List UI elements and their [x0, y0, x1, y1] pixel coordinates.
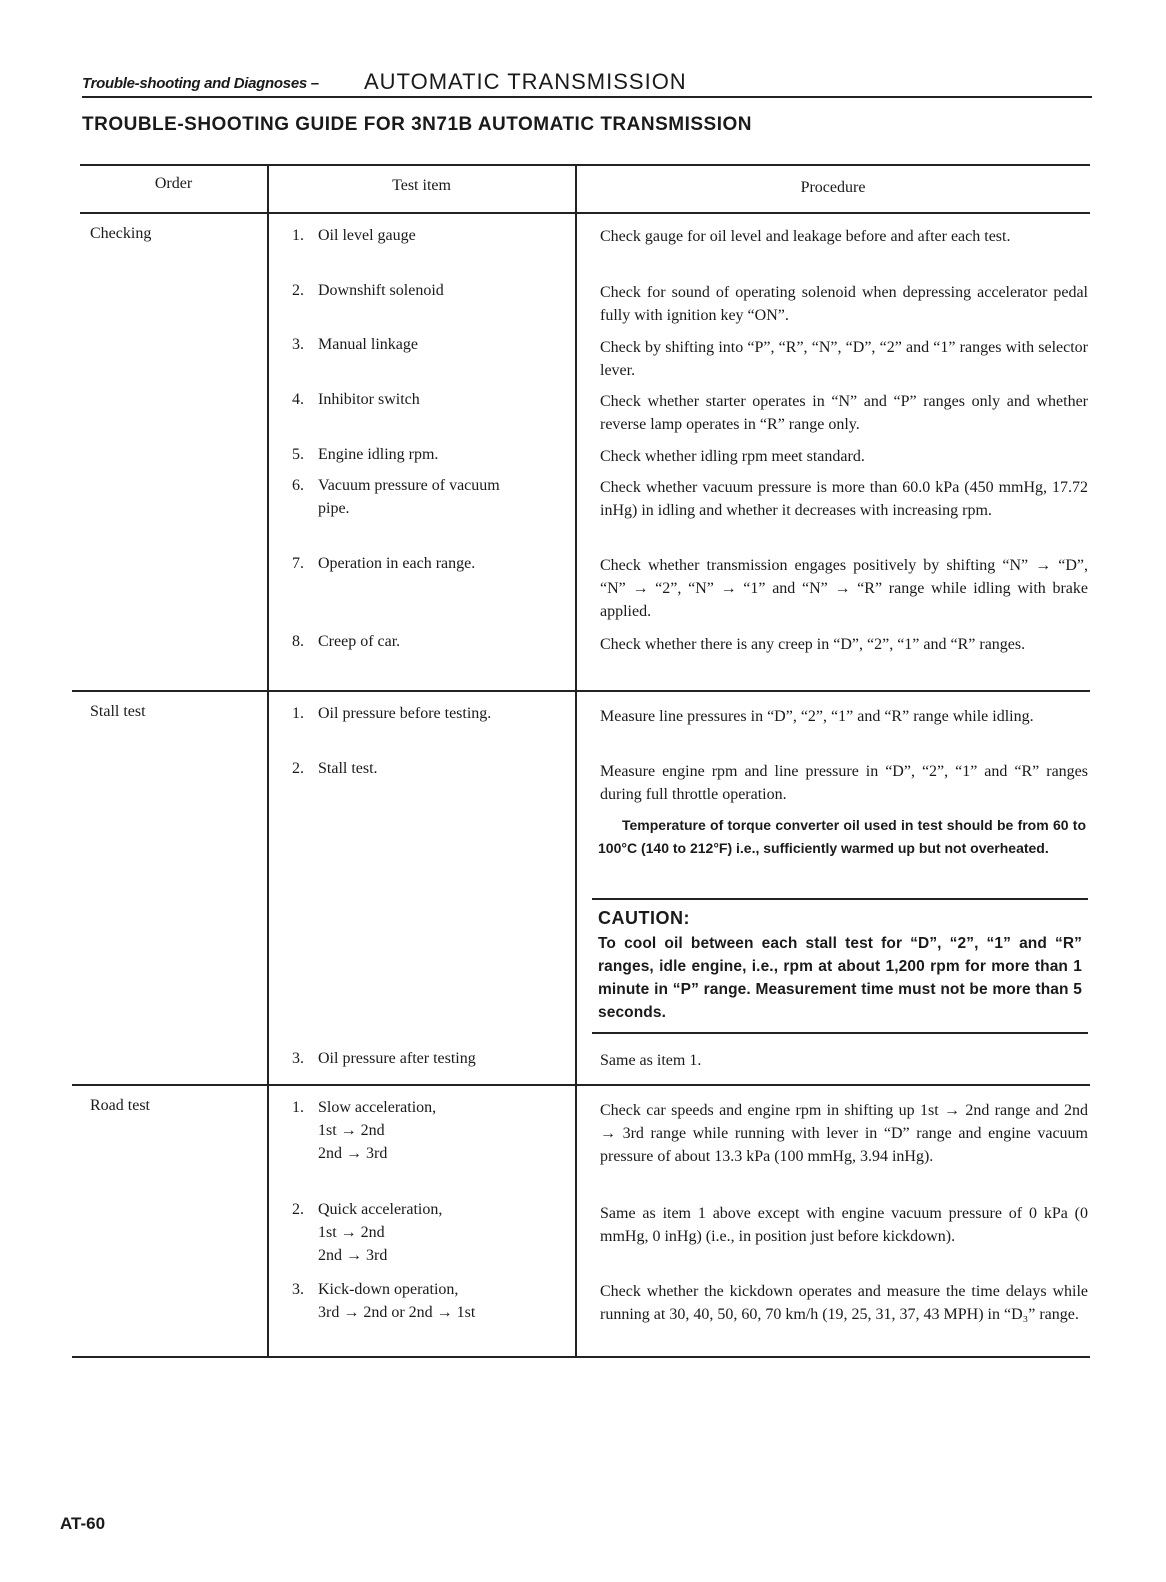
checking-item-7	[292, 552, 552, 575]
section-rule-stall	[72, 690, 1090, 692]
header-procedure: Procedure	[800, 179, 866, 196]
checking-item-1	[292, 224, 552, 247]
checking-procedure-8: Check whether there is any creep in “D”, “2”, “1” and “R” ranges.	[600, 636, 1026, 653]
checking-procedure-7: Check whether transmission engages positively by shifting “N” → “D”, “N” → “2”, “N” → “1” and “N” → “R” range while idling with brake applied.	[600, 557, 1088, 620]
item-label: Manual linkage	[318, 336, 418, 353]
item-number: 3.	[292, 1050, 304, 1067]
item-label: Engine idling rpm.	[318, 446, 439, 463]
item-sub-1: 3rd → 2nd or 2nd → 1st	[318, 1304, 476, 1321]
header-bottom-rule	[80, 212, 1090, 214]
checking-procedure-4: Check whether starter operates in “N” and “P” ranges only and whether reverse lamp operates in “R” range only.	[600, 393, 1088, 433]
item-sub-1: 1st → 2nd	[318, 1224, 385, 1241]
item-number: 8.	[292, 633, 304, 650]
item-label: Oil level gauge	[318, 227, 416, 244]
item-label: Stall test.	[318, 760, 378, 777]
item-label: Creep of car.	[318, 633, 401, 650]
caution-box	[592, 898, 1088, 1034]
item-number: 2.	[292, 282, 304, 299]
header-order: Order	[154, 175, 193, 192]
item-label: Kick-down operation,	[318, 1281, 459, 1298]
item-label: Downshift solenoid	[318, 282, 444, 299]
guide-title: TROUBLE-SHOOTING GUIDE FOR 3N71B AUTOMATIC TRANSMISSION	[82, 114, 753, 135]
header-test-item: Test item	[392, 177, 451, 194]
road-procedure-1: Check car speeds and engine rpm in shifting up 1st → 2nd range and 2nd → 3rd range while running with lever in “D” range and engine vacuum pressure of about 13.3 kPa (100 mmHg, 3.94 inHg).	[600, 1102, 1088, 1165]
item-label: Oil pressure before testing.	[318, 705, 492, 722]
item-number: 6.	[292, 477, 304, 494]
column-divider-2	[575, 166, 577, 1356]
checking-procedure-3: Check by shifting into “P”, “R”, “N”, “D”, “2” and “1” ranges with selector lever.	[600, 339, 1088, 379]
checking-item-2	[292, 279, 552, 302]
column-divider-1	[267, 166, 269, 1356]
order-road-test: Road test	[90, 1097, 150, 1114]
checking-procedure-2: Check for sound of operating solenoid when depressing accelerator pedal fully with ignition key “ON”.	[600, 284, 1088, 324]
stall-procedure-3: Same as item 1.	[600, 1052, 702, 1069]
stall-item-1	[292, 702, 552, 725]
item-sub-2: 2nd → 3rd	[318, 1247, 388, 1264]
road-item-1	[292, 1096, 552, 1165]
checking-item-4	[292, 388, 552, 411]
checking-procedure-6: Check whether vacuum pressure is more than 60.0 kPa (450 mmHg, 17.72 inHg) in idling and whether it decreases with increasing rpm.	[600, 479, 1088, 519]
item-number: 7.	[292, 555, 304, 572]
item-number: 2.	[292, 1201, 304, 1218]
running-header	[82, 58, 1092, 98]
checking-item-3	[292, 333, 552, 356]
stall-item-2	[292, 757, 552, 780]
checking-item-6	[292, 474, 552, 520]
item-number: 1.	[292, 705, 304, 722]
checking-procedure-1: Check gauge for oil level and leakage before and after each test.	[600, 228, 1011, 245]
road-procedure-2: Same as item 1 above except with engine vacuum pressure of 0 kPa (0 mmHg, 0 inHg) (i.e., in position just before kickdown).	[600, 1205, 1088, 1245]
item-label: Oil pressure after testing	[318, 1050, 476, 1067]
item-number: 3.	[292, 336, 304, 353]
page-number: AT-60	[60, 1514, 106, 1533]
item-label-continued: pipe.	[318, 500, 350, 517]
item-label: Quick acceleration,	[318, 1201, 443, 1218]
checking-item-8	[292, 630, 552, 653]
stall-temperature-note: Temperature of torque converter oil used in test should be from 60 to 100°C (140 to 212°F) i.e., sufficiently warmed up but not overheated.	[598, 817, 1086, 856]
table-top-rule	[80, 164, 1090, 166]
caution-title: CAUTION:	[598, 908, 690, 928]
item-label: Slow acceleration,	[318, 1099, 437, 1116]
stall-item-3	[292, 1047, 552, 1070]
item-number: 4.	[292, 391, 304, 408]
order-stall-test: Stall test	[90, 703, 146, 720]
header-subtitle: Trouble-shooting and Diagnoses –	[82, 75, 319, 92]
header-title: AUTOMATIC TRANSMISSION	[364, 69, 687, 94]
item-number: 1.	[292, 227, 304, 244]
road-procedure-3: Check whether the kickdown operates and measure the time delays while running at 30, 40, 50, 60, 70 km/h (19, 25, 31, 37, 43 MPH) in “D₃” range.	[600, 1283, 1088, 1323]
checking-procedure-5: Check whether idling rpm meet standard.	[600, 448, 865, 465]
item-label: Vacuum pressure of vacuum	[318, 477, 500, 494]
item-number: 1.	[292, 1099, 304, 1116]
road-item-3	[292, 1278, 567, 1324]
caution-text: To cool oil between each stall test for “D”, “2”, “1” and “R” ranges, idle engine, i.e., rpm at about 1,200 rpm for more than 1 minute in “P” range. Measurement time must not be more than 5 seconds.	[598, 935, 1082, 1021]
item-number: 2.	[292, 760, 304, 777]
order-checking: Checking	[90, 225, 152, 242]
item-number: 5.	[292, 446, 304, 463]
road-item-2	[292, 1198, 552, 1267]
item-number: 3.	[292, 1281, 304, 1298]
section-rule-road	[72, 1084, 1090, 1086]
checking-item-5	[292, 443, 552, 466]
item-sub-1: 1st → 2nd	[318, 1122, 385, 1139]
item-label: Operation in each range.	[318, 555, 476, 572]
item-sub-2: 2nd → 3rd	[318, 1145, 388, 1162]
item-label: Inhibitor switch	[318, 391, 420, 408]
stall-procedure-2: Measure engine rpm and line pressure in “D”, “2”, “1” and “R” ranges during full throttle operation.	[600, 763, 1088, 803]
stall-procedure-1: Measure line pressures in “D”, “2”, “1” and “R” range while idling.	[600, 708, 1034, 725]
table-bottom-rule	[72, 1356, 1090, 1358]
